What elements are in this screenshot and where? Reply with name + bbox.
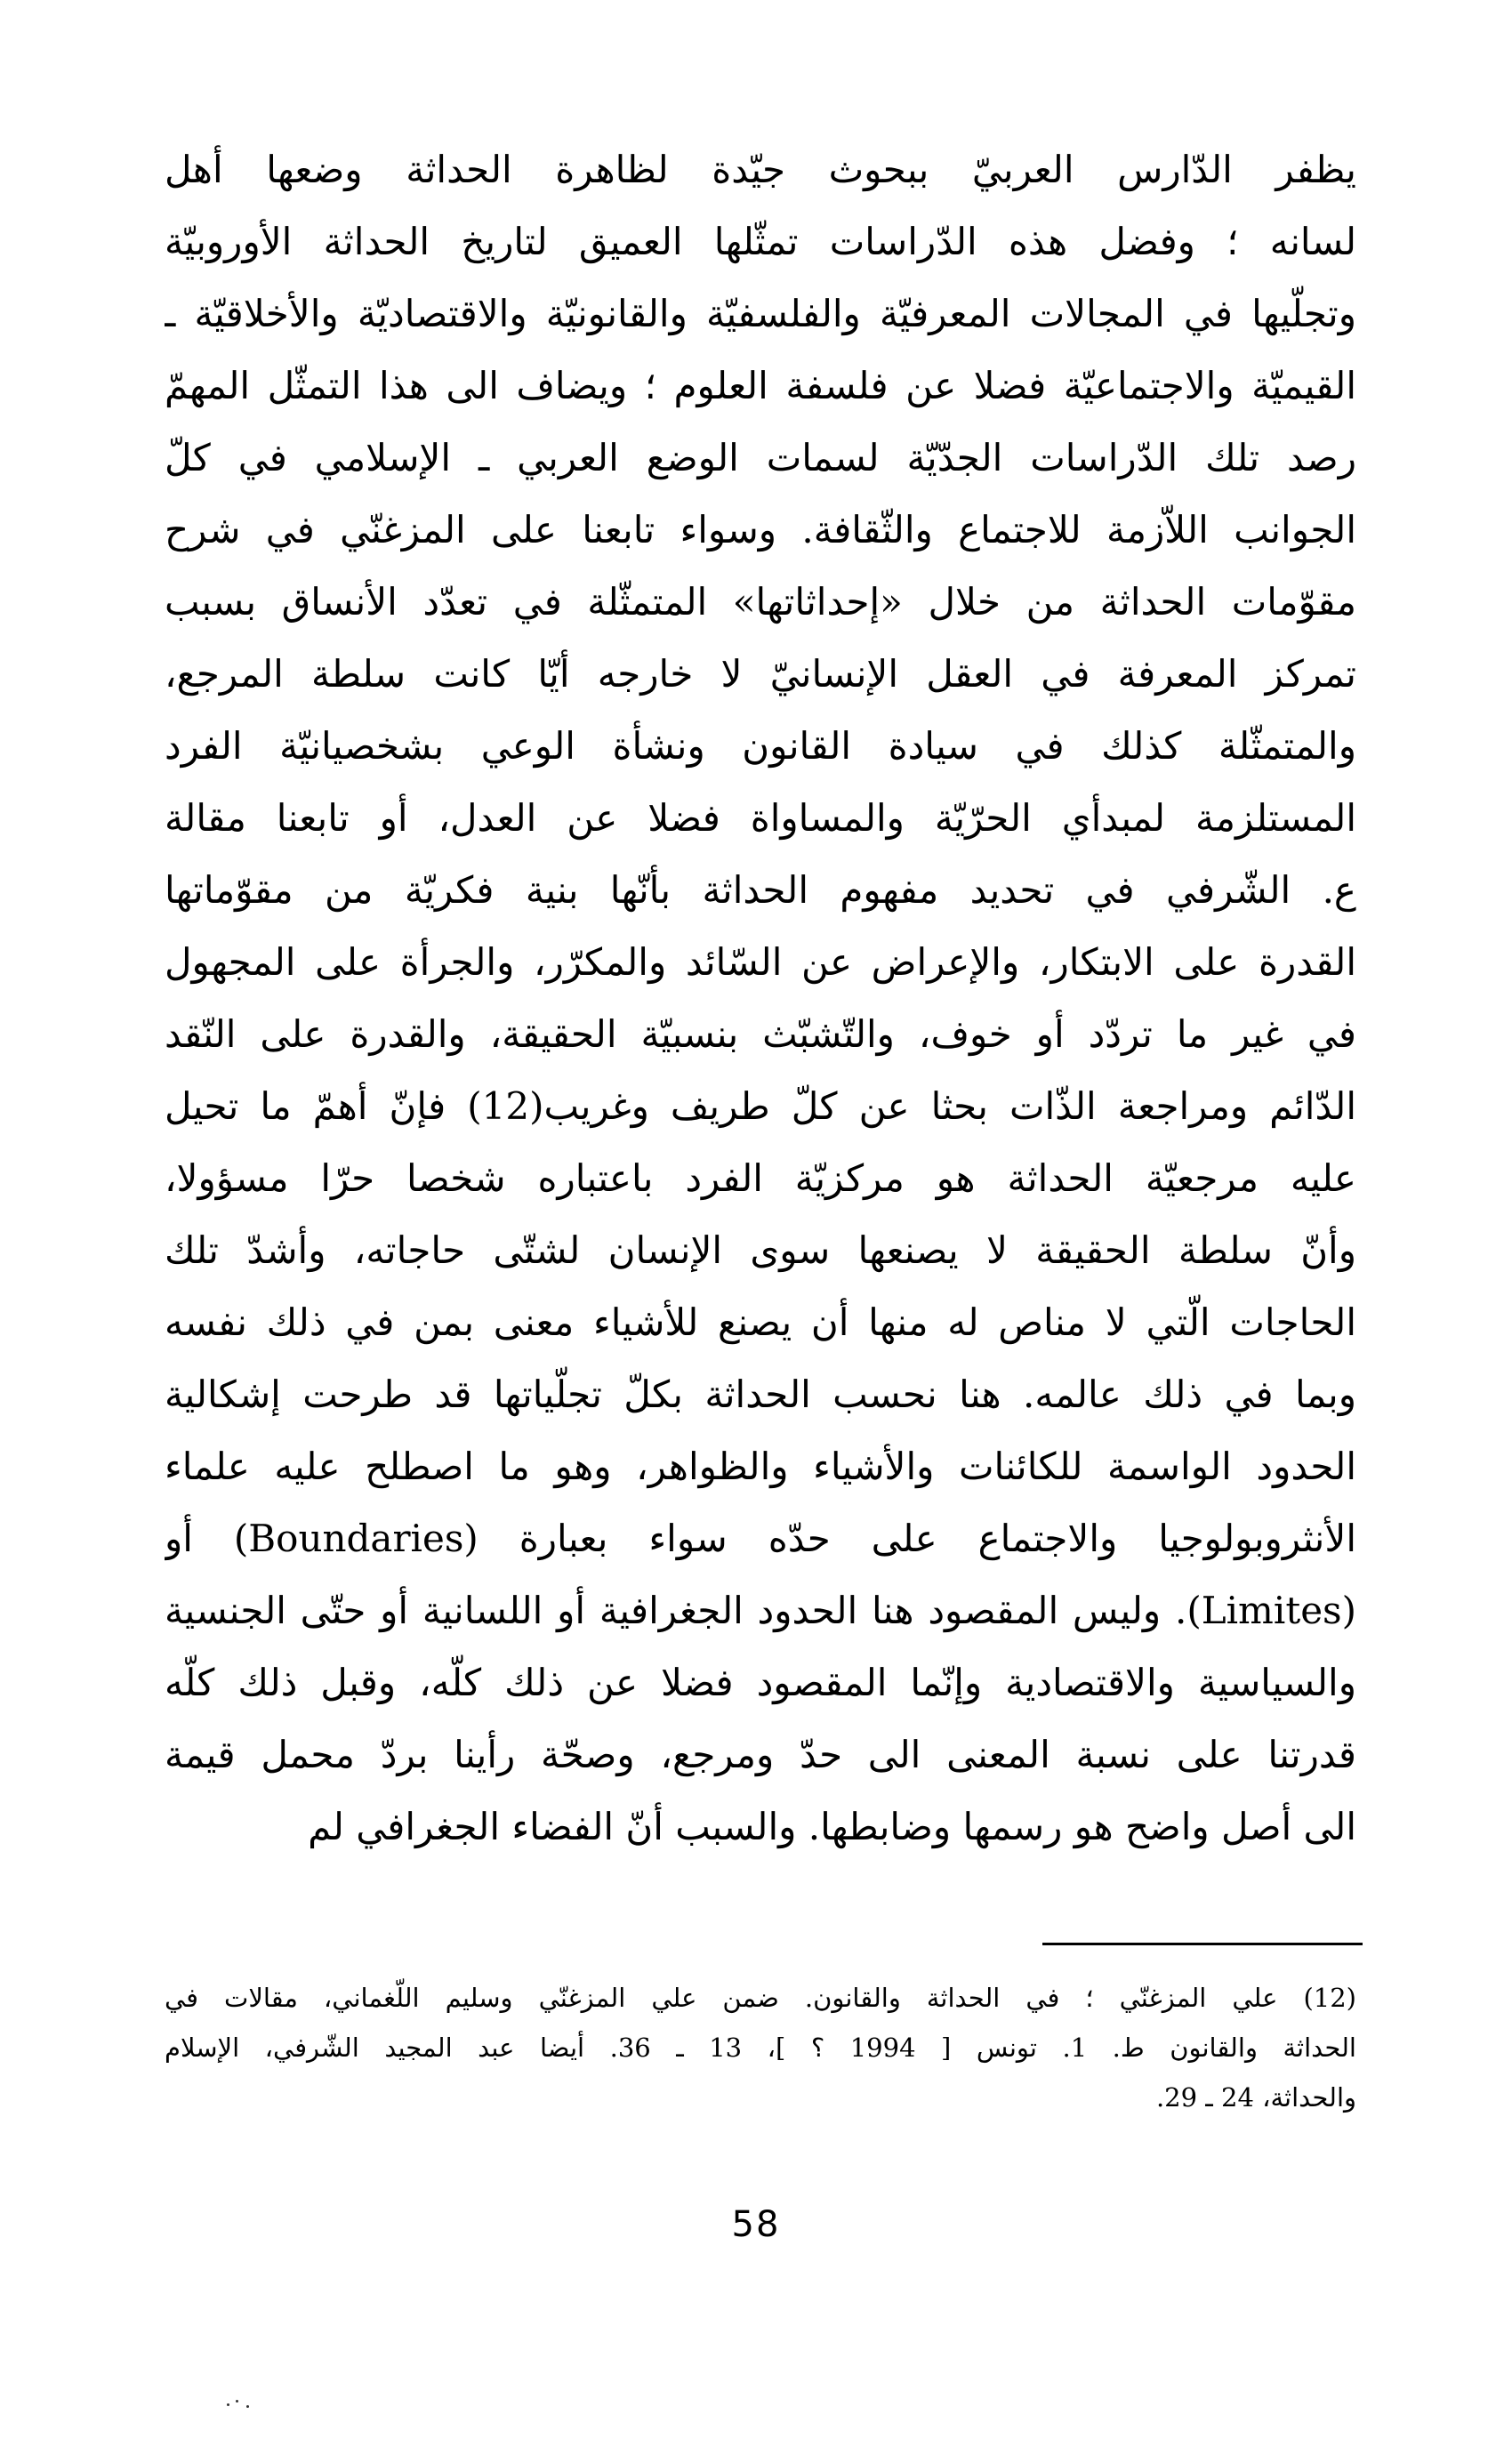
- body-line: الأنثروبولوجيا والاجتماع على حدّه سواء بعبارة (Boundaries) أو: [165, 1517, 1356, 1560]
- body-text: [165, 133, 1356, 1863]
- scan-speck-marks: [227, 2400, 262, 2418]
- body-line: الجوانب اللاّزمة للاجتماع والثّقافة. وسواء تابعنا على المزغنّي في شرح: [165, 508, 1356, 551]
- body-line: القيميّة والاجتماعيّة فضلا عن فلسفة العلوم ؛ ويضاف الى هذا التمثّل المهمّ: [165, 364, 1356, 407]
- body-line: الى أصل واضح هو رسمها وضابطها. والسبب أنّ الفضاء الجغرافي لم: [308, 1805, 1356, 1848]
- page-number: 58: [731, 2204, 781, 2245]
- body-line: وأنّ سلطة الحقيقة لا يصنعها سوى الإنسان لشتّى حاجاته، وأشدّ تلك: [165, 1228, 1356, 1272]
- body-line: (Limites). وليس المقصود هنا الحدود الجغرافية أو اللسانية أو حتّى الجنسية: [165, 1589, 1356, 1632]
- body-line: عليه مرجعيّة الحداثة هو مركزيّة الفرد باعتباره شخصا حرّا مسؤولا،: [165, 1156, 1356, 1200]
- body-line: تمركز المعرفة في العقل الإنسانيّ لا خارجه أيّا كانت سلطة المرجع،: [165, 652, 1356, 696]
- body-line: المستلزمة لمبدأي الحرّيّة والمساواة فضلا عن العدل، أو تابعنا مقالة: [165, 796, 1356, 840]
- body-line: والمتمثّلة كذلك في سيادة القانون ونشأة الوعي بشخصيانيّة الفرد: [165, 724, 1356, 768]
- body-line: وتجلّيها في المجالات المعرفيّة والفلسفيّة والقانونيّة والاقتصاديّة والأخلاقيّة ـ: [165, 292, 1356, 335]
- footnote-line: (12) علي المزغنّي ؛ في الحداثة والقانون. ضمن علي المزغنّي وسليم اللّغماني، مقالات في: [165, 1983, 1356, 2013]
- body-line: الحاجات الّتي لا مناص له منها أن يصنع للأشياء معنى بمن في ذلك نفسه: [165, 1300, 1356, 1344]
- body-line: رصد تلك الدّراسات الجدّيّة لسمات الوضع العربي ـ الإسلامي في كلّ: [165, 436, 1356, 479]
- body-line: الدّائم ومراجعة الذّات بحثا عن كلّ طريف وغريب(12) فإنّ أهمّ ما تحيل: [165, 1084, 1356, 1128]
- body-line: وبما في ذلك عالمه. هنا نحسب الحداثة بكلّ تجلّياتها قد طرحت إشكالية: [165, 1372, 1356, 1416]
- body-line: القدرة على الابتكار، والإعراض عن السّائد والمكرّر، والجرأة على المجهول: [165, 940, 1356, 984]
- footnote-separator: [1042, 1943, 1363, 1945]
- body-line: يظفر الدّارس العربيّ ببحوث جيّدة لظاهرة الحداثة وضعها أهل: [165, 148, 1356, 191]
- footnote-line: والحداثة، 24 ـ 29.: [1155, 2082, 1356, 2113]
- body-line: الحدود الواسمة للكائنات والأشياء والظواهر، وهو ما اصطلح عليه علماء: [165, 1445, 1356, 1488]
- body-line: مقوّمات الحداثة من خلال «إحداثاتها» المتمثّلة في تعدّد الأنساق بسبب: [165, 580, 1356, 624]
- footnote-line: الحداثة والقانون ط. 1. تونس [ 1994 ؟ ]، 13 ـ 36. أيضا عبد المجيد الشّرفي، الإسلام: [165, 2032, 1356, 2063]
- body-line: والسياسية والاقتصادية وإنّما المقصود فضلا عن ذلك كلّه، وقبل ذلك كلّه: [165, 1661, 1356, 1704]
- body-line: في غير ما تردّد أو خوف، والتّشبّث بنسبيّة الحقيقة، والقدرة على النّقد: [165, 1012, 1356, 1056]
- body-line: قدرتنا على نسبة المعنى الى حدّ ومرجع، وصحّة رأينا بردّ محمل قيمة: [165, 1733, 1356, 1776]
- body-line: ع. الشّرفي في تحديد مفهوم الحداثة بأنّها بنية فكريّة من مقوّماتها: [165, 868, 1356, 912]
- body-line: لسانه ؛ وفضل هذه الدّراسات تمثّلها العميق لتاريخ الحداثة الأوروبيّة: [165, 220, 1356, 263]
- footnotes: [165, 1973, 1356, 2122]
